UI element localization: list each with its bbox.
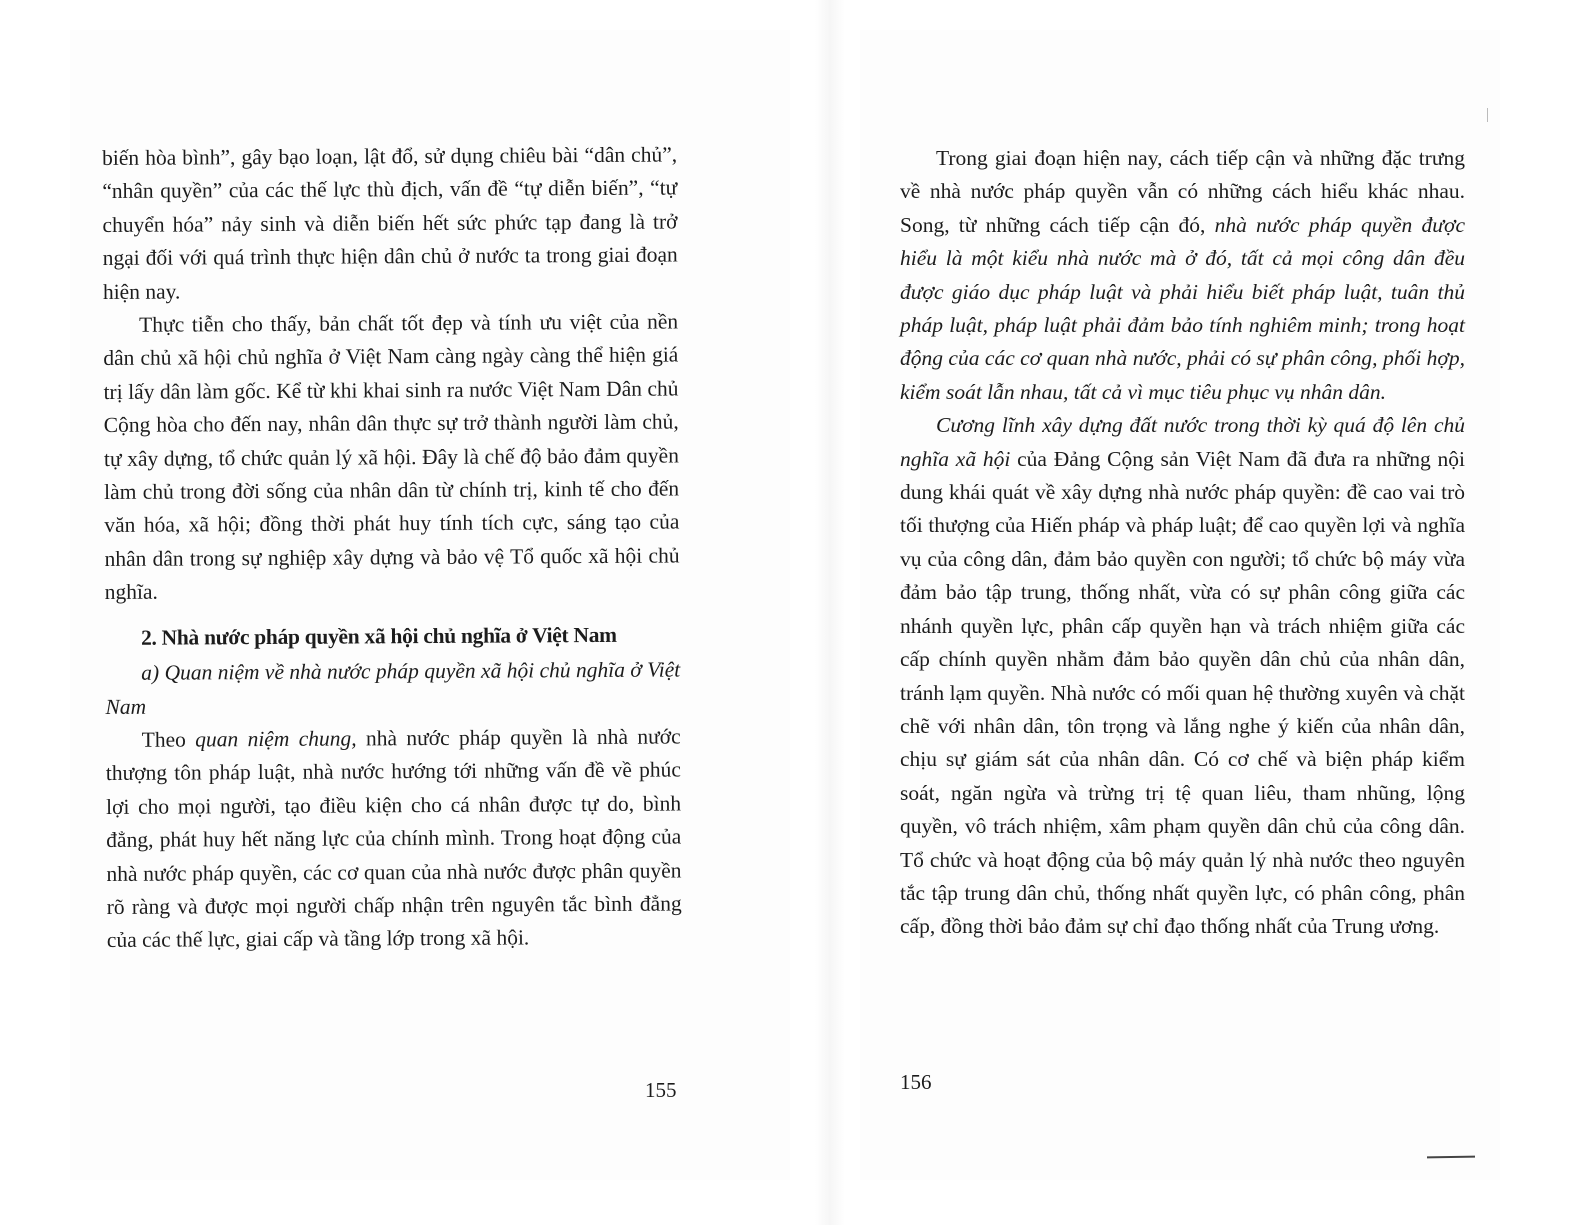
paragraph-continuation: biến hòa bình”, gây bạo loạn, lật đổ, sử dụng chiêu bài “dân chủ”, “nhân quyền” của các thế lực thù địch, vấn đề “tự diễn biến”, “tự chuyển hóa” nảy sinh và diễn biến hết sức phức tạp đang là trở ngại đối với quá trình thực hiện dân chủ ở nước ta trong giai đoạn hiện nay.: [102, 142, 678, 304]
italic-run: nhà nước pháp quyền được hiểu là một kiểu nhà nước mà ở đó, tất cả mọi công dân đều được giáo dục pháp luật và phải hiểu biết pháp luật, tuân thủ pháp luật, pháp luật phải đảm bảo tính nghiêm minh; trong hoạt động của các cơ quan nhà nước, phải có sự phân công, phối hợp, kiểm soát lẫn nhau, tất cả vì mục tiêu phục vụ nhân dân.: [900, 212, 1465, 404]
book-gutter: [815, 0, 845, 1225]
left-page: [70, 30, 790, 1180]
subsection-heading: a) Quan niệm về nhà nước pháp quyền xã hội chủ nghĩa ở Việt Nam: [105, 657, 681, 719]
paragraph-definition: [900, 142, 1465, 409]
left-page-body: [102, 138, 682, 957]
text-run: Trong giai đoạn hiện nay, cách tiếp cận và những đặc trưng về nhà nước pháp quyền vẫn có những cách hiểu khác nhau. Song, từ những cách tiếp cận đó,: [900, 146, 1465, 237]
italic-run: quan niệm chung,: [195, 726, 357, 752]
page-number: 156: [900, 1070, 932, 1094]
right-page-body: [900, 142, 1465, 944]
text-run: Theo: [141, 727, 196, 752]
text-run: nhà nước pháp quyền là nhà nước thượng tôn pháp luật, nhà nước hướng tới những vấn đề về phúc lợi cho mọi người, tạo điều kiện cho cá nhân được tự do, bình đẳng, phát huy hết năng lực của chính mình. Trong hoạt động của nhà nước pháp quyền, các cơ quan của nhà nước được phân quyền rõ ràng và được mọi người chấp nhận trên nguyên tắc bình đẳng của các thế lực, giai cấp và tầng lớp trong xã hội.: [105, 724, 682, 953]
right-page: [860, 30, 1500, 1180]
text-run: của Đảng Cộng sản Việt Nam đã đưa ra những nội dung khái quát về xây dựng nhà nước pháp quyền: đề cao vai trò tối thượng của Hiến pháp và pháp luật; để cao quyền lợi và nghĩa vụ của công dân, đảm bảo quyền con người; tổ chức bộ máy vừa đảm bảo tập trung, thống nhất, vừa có sự phân công giữa các nhánh quyền lực, phân cấp quyền hạn và trách nhiệm giữa các cấp chính quyền nhằm đảm bảo quyền dân chủ của nhân dân, tránh lạm quyền. Nhà nước có mối quan hệ thường xuyên và chặt chẽ với nhân dân, tôn trọng và lắng nghe ý kiến của nhân dân, chịu sự giám sát của nhân dân. Có cơ chế và biện pháp kiểm soát, ngăn ngừa và trừng trị tệ quan liêu, tham nhũng, lộng quyền, vô trách nhiệm, xâm phạm quyền dân chủ của công dân. Tổ chức và hoạt động của bộ máy quản lý nhà nước theo nguyên tắc tập trung dân chủ, thống nhất quyền lực, có phân công, phân cấp, đồng thời bảo đảm sự chỉ đạo thống nhất của Trung ương.: [900, 446, 1465, 939]
paragraph-practice: Thực tiễn cho thấy, bản chất tốt đẹp và tính ưu việt của nền dân chủ xã hội chủ nghĩa ở Việt Nam càng ngày càng thể hiện giá trị lấy dân làm gốc. Kể từ khi khai sinh ra nước Việt Nam Dân chủ Cộng hòa cho đến nay, nhân dân thực sự trở thành người làm chủ, tự xây dựng, tổ chức quản lý xã hội. Đây là chế độ bảo đảm quyền làm chủ trong đời sống của nhân dân từ chính trị, kinh tế cho đến văn hóa, xã hội; đồng thời phát huy tính tích cực, sáng tạo của nhân dân trong sự nghiệp xây dựng và bảo vệ Tổ quốc xã hội chủ nghĩa.: [103, 309, 680, 605]
section-heading: 2. Nhà nước pháp quyền xã hội chủ nghĩa ở Việt Nam: [140, 622, 617, 650]
italic-run: Cương lĩnh xây dựng đất nước trong thời kỳ quá độ lên chủ nghĩa xã hội: [900, 413, 1465, 471]
paragraph-platform: [900, 409, 1465, 944]
paragraph-general-concept: [106, 720, 682, 957]
scan-artifact: [1487, 108, 1488, 122]
page-number: 155: [645, 1078, 677, 1102]
